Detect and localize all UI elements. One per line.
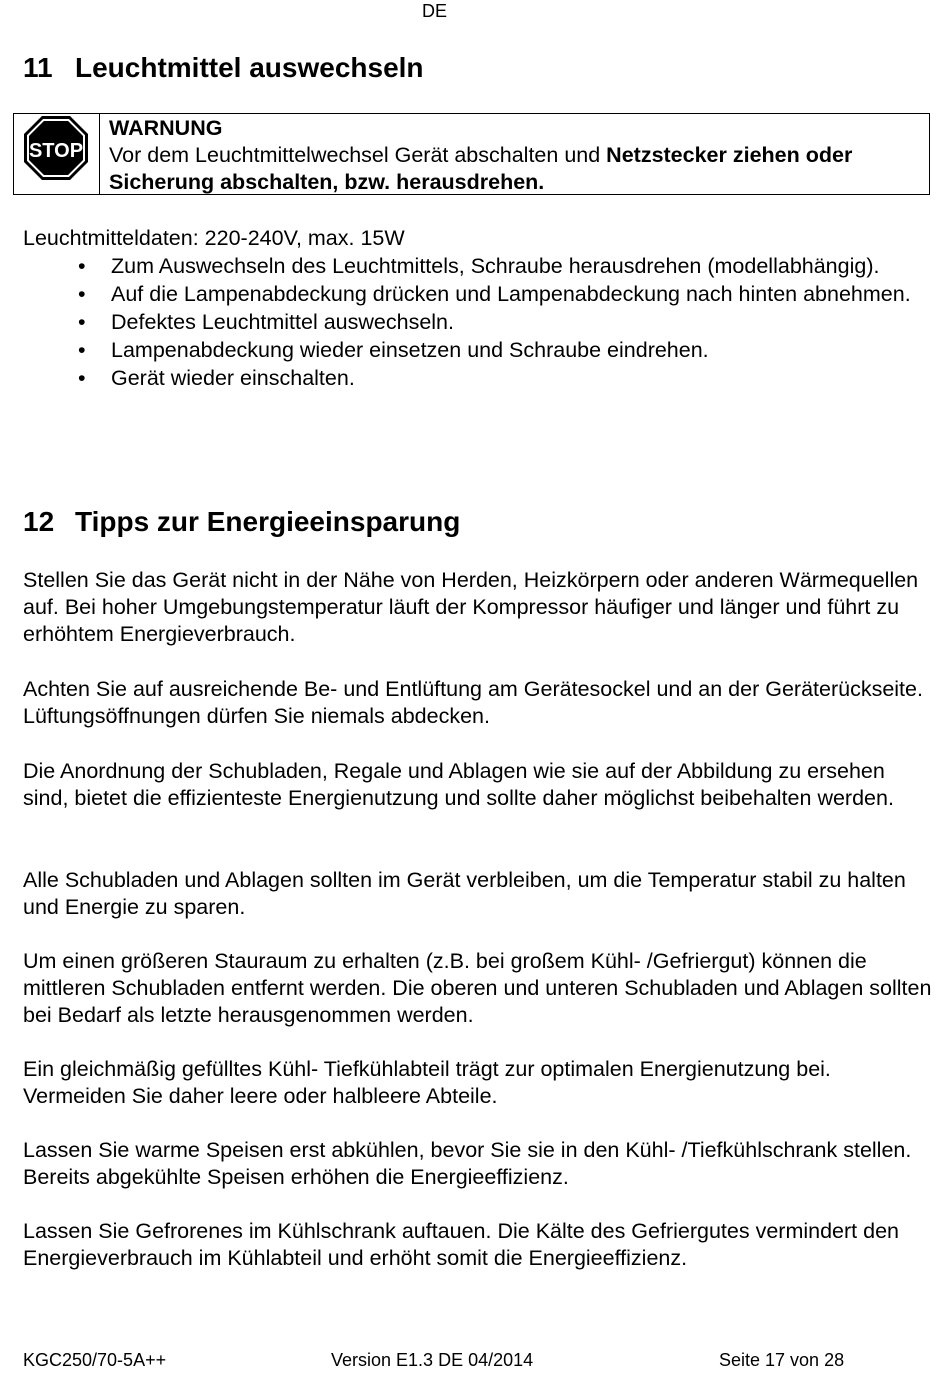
- warning-text-bold: Netzstecker ziehen oder Sicherung abschalten, bzw. herausdrehen.: [109, 143, 853, 194]
- section-12-heading: [23, 506, 460, 538]
- list-item: • Auf die Lampenabdeckung drücken und Lampenabdeckung nach hinten abnehmen.: [23, 280, 933, 308]
- section-number: 12: [23, 506, 55, 537]
- paragraph: Die Anordnung der Schubladen, Regale und Ablagen wie sie auf der Abbildung zu ersehen sind, bietet die effizienteste Energienutzung und sollte daher möglichst beibehalten werden.: [23, 759, 894, 811]
- footer-page-number: Seite 17 von 28: [719, 1350, 845, 1370]
- section-title: Tipps zur Energieeinsparung: [75, 506, 461, 537]
- language-label: DE: [422, 1, 448, 21]
- stop-sign-icon: [22, 114, 90, 182]
- warning-text: [109, 142, 929, 196]
- paragraph: Lassen Sie warme Speisen erst abkühlen, bevor Sie sie in den Kühl- /Tiefkühlschrank stellen. Bereits abgekühlte Speisen erhöhen die Energieeffizienz.: [23, 1138, 912, 1190]
- paragraph: Stellen Sie das Gerät nicht in der Nähe von Herden, Heizkörpern oder anderen Wärmequellen auf. Bei hoher Umgebungstemperatur läuft der Kompressor häufiger und länger und führt zu erhöhtem Energieverbrauch.: [23, 568, 919, 647]
- paragraph: Alle Schubladen und Ablagen sollten im Gerät verbleiben, um die Temperatur stabil zu halten und Energie zu sparen.: [23, 868, 906, 920]
- warning-content: [109, 115, 929, 196]
- paragraph: Lassen Sie Gefrorenes im Kühlschrank auftauen. Die Kälte des Gefriergutes vermindert den Energieverbrauch im Kühlabteil und erhöht somit die Energieeffizienz.: [23, 1219, 899, 1271]
- lamp-specs: Leuchtmitteldaten: 220-240V, max. 15W: [23, 226, 405, 250]
- stop-sign-text: STOP: [28, 140, 84, 162]
- footer-version: Version E1.3 DE 04/2014: [331, 1350, 534, 1370]
- paragraph: Ein gleichmäßig gefülltes Kühl- Tiefkühlabteil trägt zur optimalen Energienutzung bei. Vermeiden Sie daher leere oder halbleere Abteile.: [23, 1057, 831, 1109]
- warning-title: WARNUNG: [109, 116, 223, 140]
- warning-text-plain: Vor dem Leuchtmittelwechsel Gerät abschalten und: [109, 143, 607, 167]
- warning-box: [13, 113, 930, 195]
- paragraph: Um einen größeren Stauraum zu erhalten (z.B. bei großem Kühl- /Gefriergut) können die mittleren Schubladen entfernt werden. Die oberen und unteren Schubladen und Ablagen sollten bei Bedarf als letzte herausgenommen werden.: [23, 949, 932, 1028]
- footer-model: KGC250/70-5A++: [23, 1350, 167, 1370]
- list-item: • Defektes Leuchtmittel auswechseln.: [23, 308, 933, 336]
- section-title: Leuchtmittel auswechseln: [75, 52, 424, 83]
- warning-icon-cell: [14, 114, 100, 194]
- list-item: • Lampenabdeckung wieder einsetzen und Schraube eindrehen.: [23, 336, 933, 364]
- list-item: • Zum Auswechseln des Leuchtmittels, Schraube herausdrehen (modellabhängig).: [23, 252, 933, 280]
- replacement-steps-list: [23, 252, 933, 392]
- section-number: 11: [23, 52, 53, 83]
- section-11-heading: [23, 52, 424, 84]
- paragraph: Achten Sie auf ausreichende Be- und Entlüftung am Gerätesockel und an der Geräterückseite. Lüftungsöffnungen dürfen Sie niemals abdecken.: [23, 677, 923, 729]
- list-item: • Gerät wieder einschalten.: [23, 364, 933, 392]
